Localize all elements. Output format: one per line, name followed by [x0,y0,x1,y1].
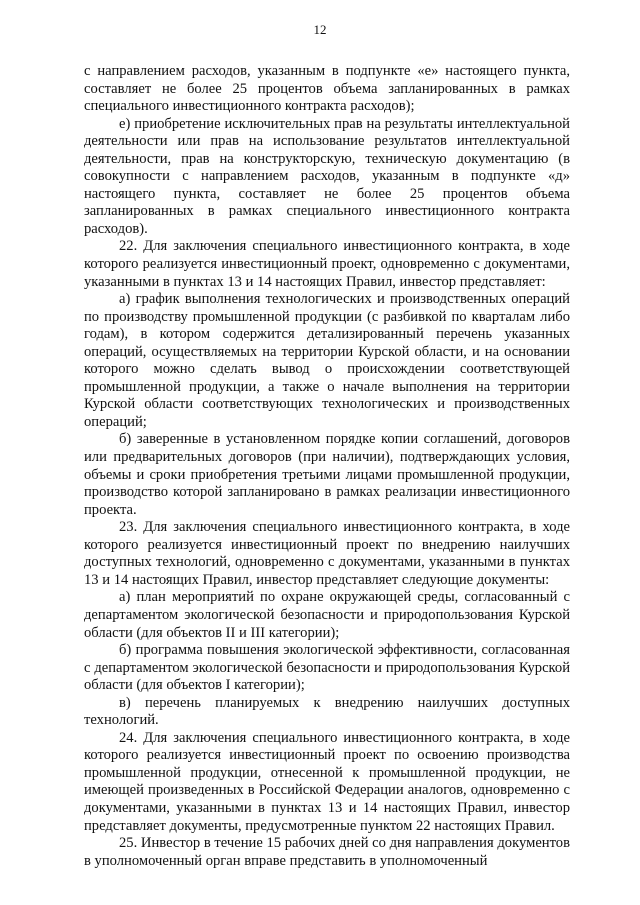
paragraph-23-item-b: б) программа повышения экологической эффективности, согласованная с департаментом экологической безопасности и природопользования Курской области (для объектов I категории); [84,642,570,694]
paragraph-continuation: с направлением расходов, указанным в подпункте «е» настоящего пункта, составляет не более 25 процентов объема запланированных в рамках специального инвестиционного контракта расходов); [84,63,570,115]
paragraph-item-e: е) приобретение исключительных прав на результаты интеллектуальной деятельности или прав на использование результатов интеллектуальной деятельности, прав на конструкторскую, техническую документацию (в совокупности с направлением расходов, указанным в подпункте «д» настоящего пункта, составляет не более 25 процентов объема запланированных в рамках специального инвестиционного контракта расходов). [84,115,570,237]
paragraph-section-23: 23. Для заключения специального инвестиционного контракта, в ходе которого реализуется инвестиционный проект по внедрению наилучших доступных технологий, одновременно с документами, указанными в пунктах 13 и 14 настоящих Правил, инвестор представляет следующие документы: [84,519,570,588]
paragraph-23-item-v: в) перечень планируемых к внедрению наилучших доступных технологий. [84,694,570,729]
document-body [84,63,570,870]
paragraph-section-25: 25. Инвестор в течение 15 рабочих дней со дня направления документов в уполномоченный орган вправе представить в уполномоченный [84,835,570,869]
paragraph-22-item-a: а) график выполнения технологических и производственных операций по производству промышленной продукции (с разбивкой по кварталам либо годам), в котором содержится детализированный перечень указанных операций, осуществляемых на территории Курской области, и на основании которого можно сделать вывод о происхождении соответствующей промышленной продукции, а также о начале выполнения на территории Курской области соответствующих технологических и производственных операций; [84,291,570,430]
page-number: 12 [313,22,327,37]
paragraph-22-item-b: б) заверенные в установленном порядке копии соглашений, договоров или предварительных договоров (при наличии), подтверждающих условия, объемы и сроки приобретения третьими лицами промышленной продукции, производство которой запланировано в рамках реализации инвестиционного проекта. [84,431,570,518]
paragraph-23-item-a: а) план мероприятий по охране окружающей среды, согласованный с департаментом экологической безопасности и природопользования Курской области (для объектов II и III категории); [84,589,570,641]
paragraph-section-22: 22. Для заключения специального инвестиционного контракта, в ходе которого реализуется инвестиционный проект, одновременно с документами, указанными в пунктах 13 и 14 настоящих Правил, инвестор представляет: [84,238,570,290]
paragraph-section-24: 24. Для заключения специального инвестиционного контракта, в ходе которого реализуется инвестиционный проект по освоению производства промышленной продукции, отнесенной к промышленной продукции, не имеющей произведенных в Российской Федерации аналогов, одновременно с документами, указанными в пунктах 13 и 14 настоящих Правил, инвестор представляет документы, предусмотренные пунктом 22 настоящих Правил. [84,729,570,834]
